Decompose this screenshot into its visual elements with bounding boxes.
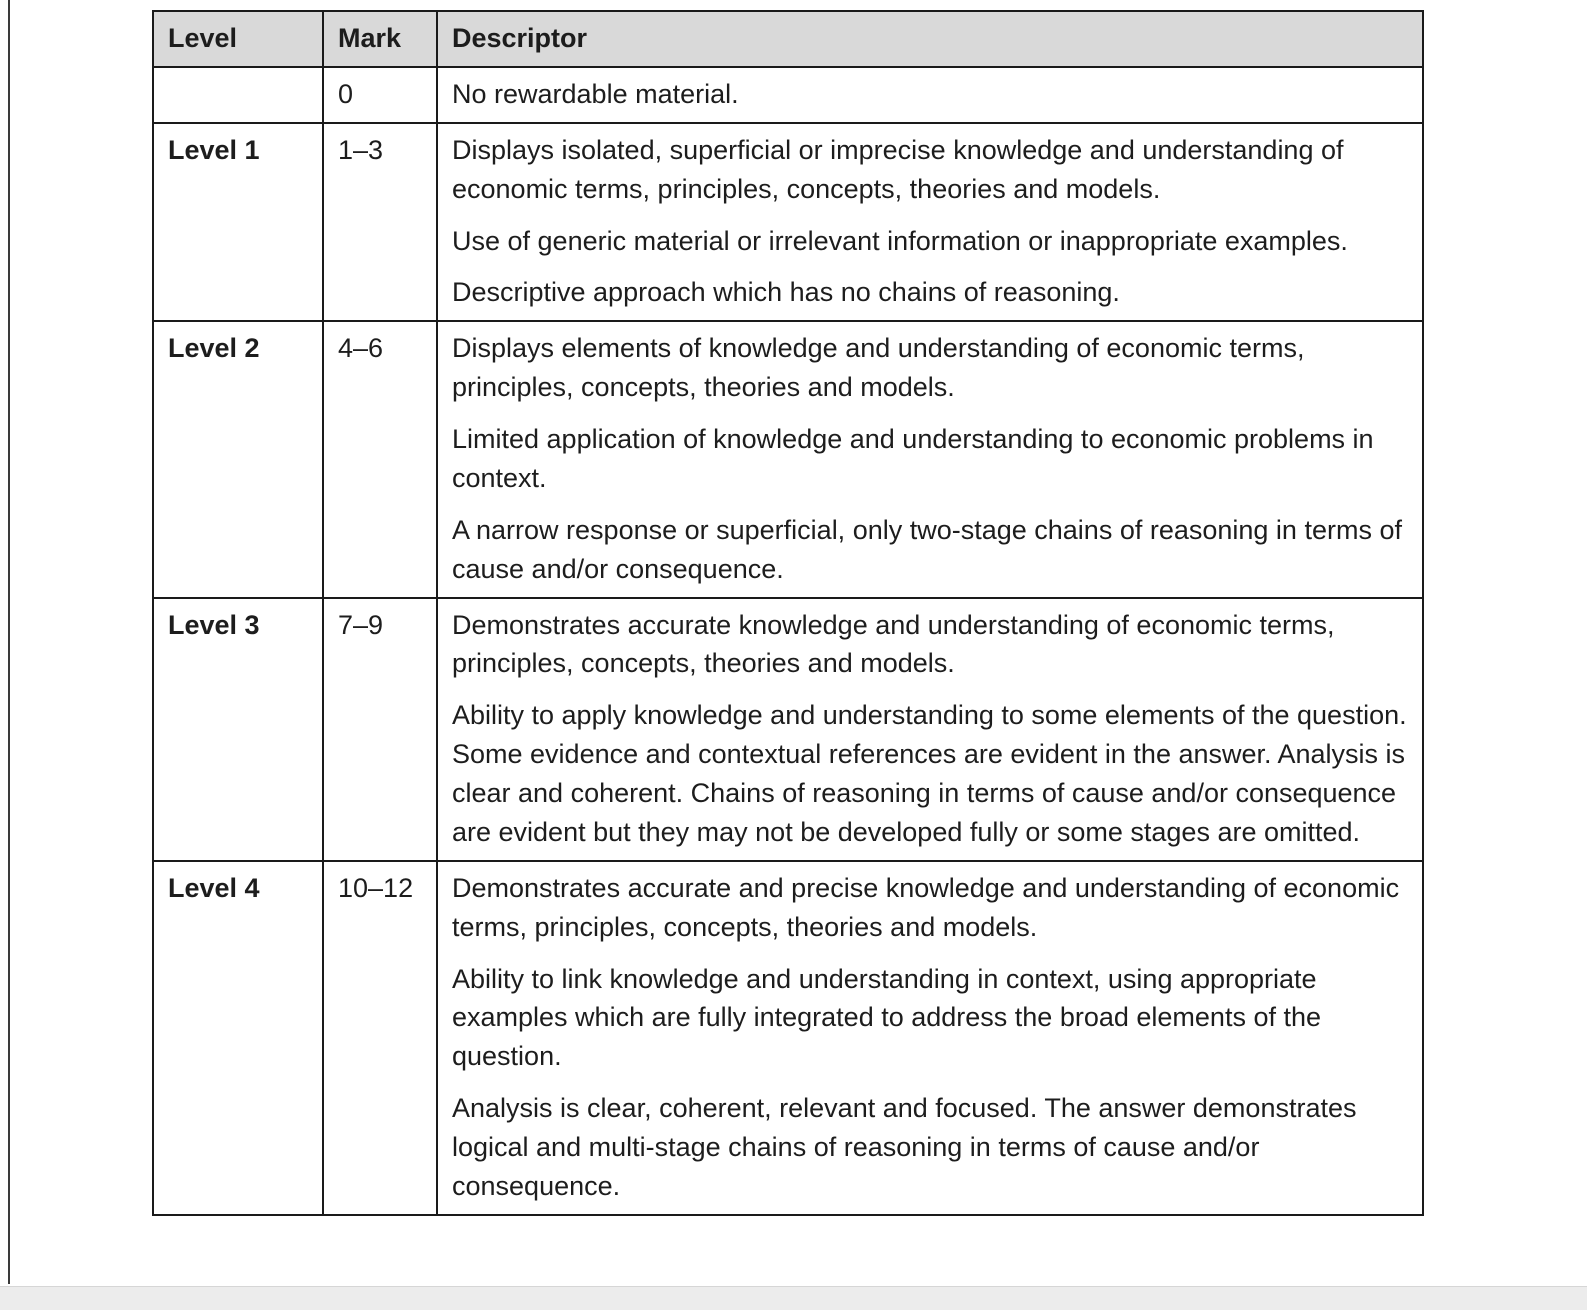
descriptor-paragraph: Use of generic material or irrelevant information or inappropriate examples. <box>452 225 1348 256</box>
table-row-level-3 <box>153 598 1423 861</box>
descriptor-cell <box>437 321 1423 597</box>
level-cell: Level 2 <box>153 321 323 597</box>
page-left-border <box>8 0 10 1284</box>
table-row-level-1 <box>153 123 1423 322</box>
descriptor-paragraph: Demonstrates accurate knowledge and understanding of economic terms, principles, concepts, theories and models. <box>452 609 1335 679</box>
descriptor-paragraph: Ability to apply knowledge and understanding to some elements of the question. Some evidence and contextual references are evident in the answer. Analysis is clear and coherent. Chains of reasoning in terms of cause and/or consequence are evident but they may not be developed fully or some stages are omitted. <box>452 700 1407 847</box>
descriptor-cell <box>437 861 1423 1215</box>
descriptor-cell <box>437 67 1423 123</box>
column-header-level: Level <box>153 11 323 67</box>
descriptor-paragraph: Displays isolated, superficial or imprecise knowledge and understanding of economic terms, principles, concepts, theories and models. <box>452 134 1344 204</box>
mark-cell: 7–9 <box>323 598 437 861</box>
descriptor-paragraph: Ability to link knowledge and understanding in context, using appropriate examples which are fully integrated to address the broad elements of the question. <box>452 963 1321 1072</box>
table-row-level-0 <box>153 67 1423 123</box>
table-header-row <box>153 11 1423 67</box>
descriptor-cell <box>437 598 1423 861</box>
mark-cell: 4–6 <box>323 321 437 597</box>
table-row-level-4 <box>153 861 1423 1215</box>
descriptor-paragraph: Analysis is clear, coherent, relevant and focused. The answer demonstrates logical and multi-stage chains of reasoning in terms of cause and/or consequence. <box>452 1093 1357 1201</box>
descriptor-paragraph: Displays elements of knowledge and understanding of economic terms, principles, concepts, theories and models. <box>452 333 1305 403</box>
mark-cell: 0 <box>323 67 437 123</box>
page-bottom-strip <box>0 1286 1587 1310</box>
table-row-level-2 <box>153 321 1423 597</box>
level-cell: Level 4 <box>153 861 323 1215</box>
descriptor-cell <box>437 123 1423 322</box>
mark-cell: 10–12 <box>323 861 437 1215</box>
column-header-descriptor: Descriptor <box>437 11 1423 67</box>
mark-cell: 1–3 <box>323 123 437 322</box>
column-header-mark: Mark <box>323 11 437 67</box>
descriptor-paragraph: Descriptive approach which has no chains of reasoning. <box>452 277 1120 308</box>
descriptor-paragraph: A narrow response or superficial, only two-stage chains of reasoning in terms of cause and/or consequence. <box>452 514 1402 584</box>
level-cell <box>153 67 323 123</box>
level-cell: Level 1 <box>153 123 323 322</box>
descriptor-paragraph: No rewardable material. <box>452 78 739 109</box>
descriptor-paragraph: Demonstrates accurate and precise knowledge and understanding of economic terms, principles, concepts, theories and models. <box>452 872 1400 942</box>
descriptor-paragraph: Limited application of knowledge and understanding to economic problems in context. <box>452 424 1374 493</box>
mark-scheme-table <box>152 10 1424 1216</box>
level-cell: Level 3 <box>153 598 323 861</box>
